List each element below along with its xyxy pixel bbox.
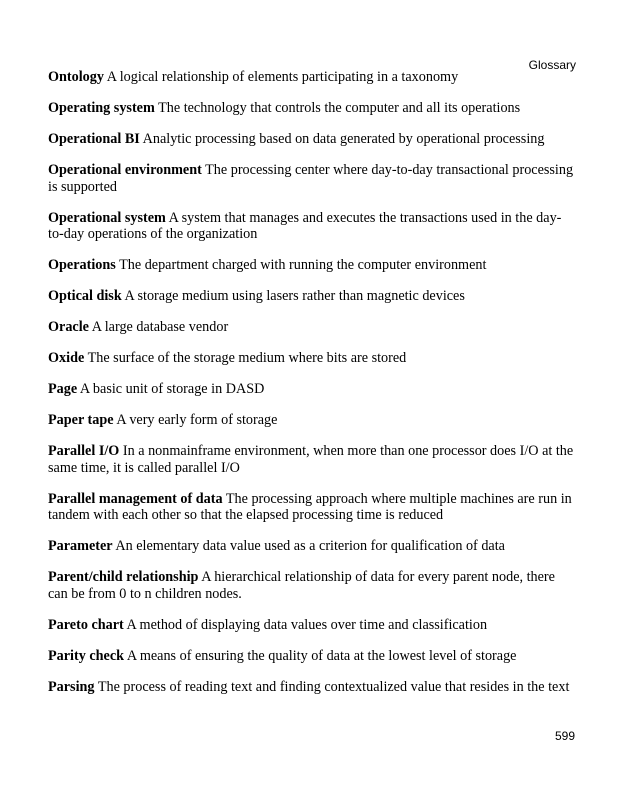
glossary-entry [48,412,574,429]
glossary-entry [48,679,574,696]
running-head: Glossary [528,58,576,72]
glossary-entry [48,100,574,117]
glossary-entry [48,131,574,148]
glossary-term: Optical disk [48,288,122,304]
glossary-definition: A very early form of storage [116,412,278,428]
glossary-term: Paper tape [48,412,114,428]
glossary-definition: The processing approach where multiple machines are run in tandem with each other so that the elapsed processing time is reduced [48,490,572,523]
glossary-entry [48,69,574,86]
glossary-definition: A means of ensuring the quality of data at the lowest level of storage [126,647,517,664]
glossary-entry [48,491,574,524]
glossary-term: Operations [48,257,116,273]
glossary-definition: A system that manages and executes the transactions used in the day-to-day operations of the organization [48,209,562,242]
glossary-term: Parallel I/O [48,443,120,459]
glossary-definition: A method of displaying data values over time and classification [126,616,488,633]
glossary-term: Pareto chart [48,616,124,633]
glossary-definition: Analytic processing based on data generated by operational processing [142,131,545,147]
glossary-definition: In a nonmainframe environment, when more than one processor does I/O at the same time, it is called parallel I/O [48,443,574,476]
glossary-term: Operating system [48,100,155,116]
glossary-entry [48,319,574,336]
glossary-definition: The process of reading text and finding contextualized value that resides in the text [97,678,570,695]
glossary-definition: A storage medium using lasers rather than magnetic devices [124,288,465,304]
glossary-entry [48,257,574,274]
glossary-term: Parameter [48,538,113,554]
glossary-term: Parent/child relationship [48,569,199,585]
glossary-entry [48,162,574,195]
glossary-entry [48,350,574,367]
glossary-definition: A hierarchical relationship of data for every parent node, there can be from 0 to n children nodes. [48,569,555,602]
glossary-entry [48,648,574,665]
glossary-term: Operational system [48,209,166,226]
glossary-term: Operational BI [48,131,140,147]
glossary-entry [48,617,574,634]
glossary-entry [48,288,574,305]
glossary-term: Operational environment [48,162,202,178]
glossary-definition: A large database vendor [91,319,229,335]
glossary-entry [48,381,574,398]
glossary-term: Parity check [48,647,125,664]
glossary-term: Page [48,381,78,397]
glossary-definition: A basic unit of storage in DASD [79,381,265,397]
glossary-term: Parallel management of data [48,490,223,507]
glossary-entry [48,569,574,602]
glossary-definition: The surface of the storage medium where bits are stored [87,350,407,366]
glossary-entry [48,538,574,555]
glossary-definition: The department charged with running the computer environment [119,257,487,273]
glossary-entry [48,210,574,243]
glossary-definition: An elementary data value used as a criterion for qualification of data [115,538,505,554]
glossary-term: Oxide [48,350,85,366]
glossary-definition: The processing center where day-to-day transactional processing is supported [48,162,574,195]
glossary-term: Ontology [48,69,104,85]
glossary-term: Parsing [48,678,95,695]
glossary-term: Oracle [48,319,89,335]
glossary-definition: A logical relationship of elements participating in a taxonomy [106,69,459,85]
glossary-definition: The technology that controls the computer and all its operations [158,100,521,116]
glossary-entry [48,443,574,476]
page-number: 599 [554,729,575,743]
glossary-entries [48,69,574,710]
